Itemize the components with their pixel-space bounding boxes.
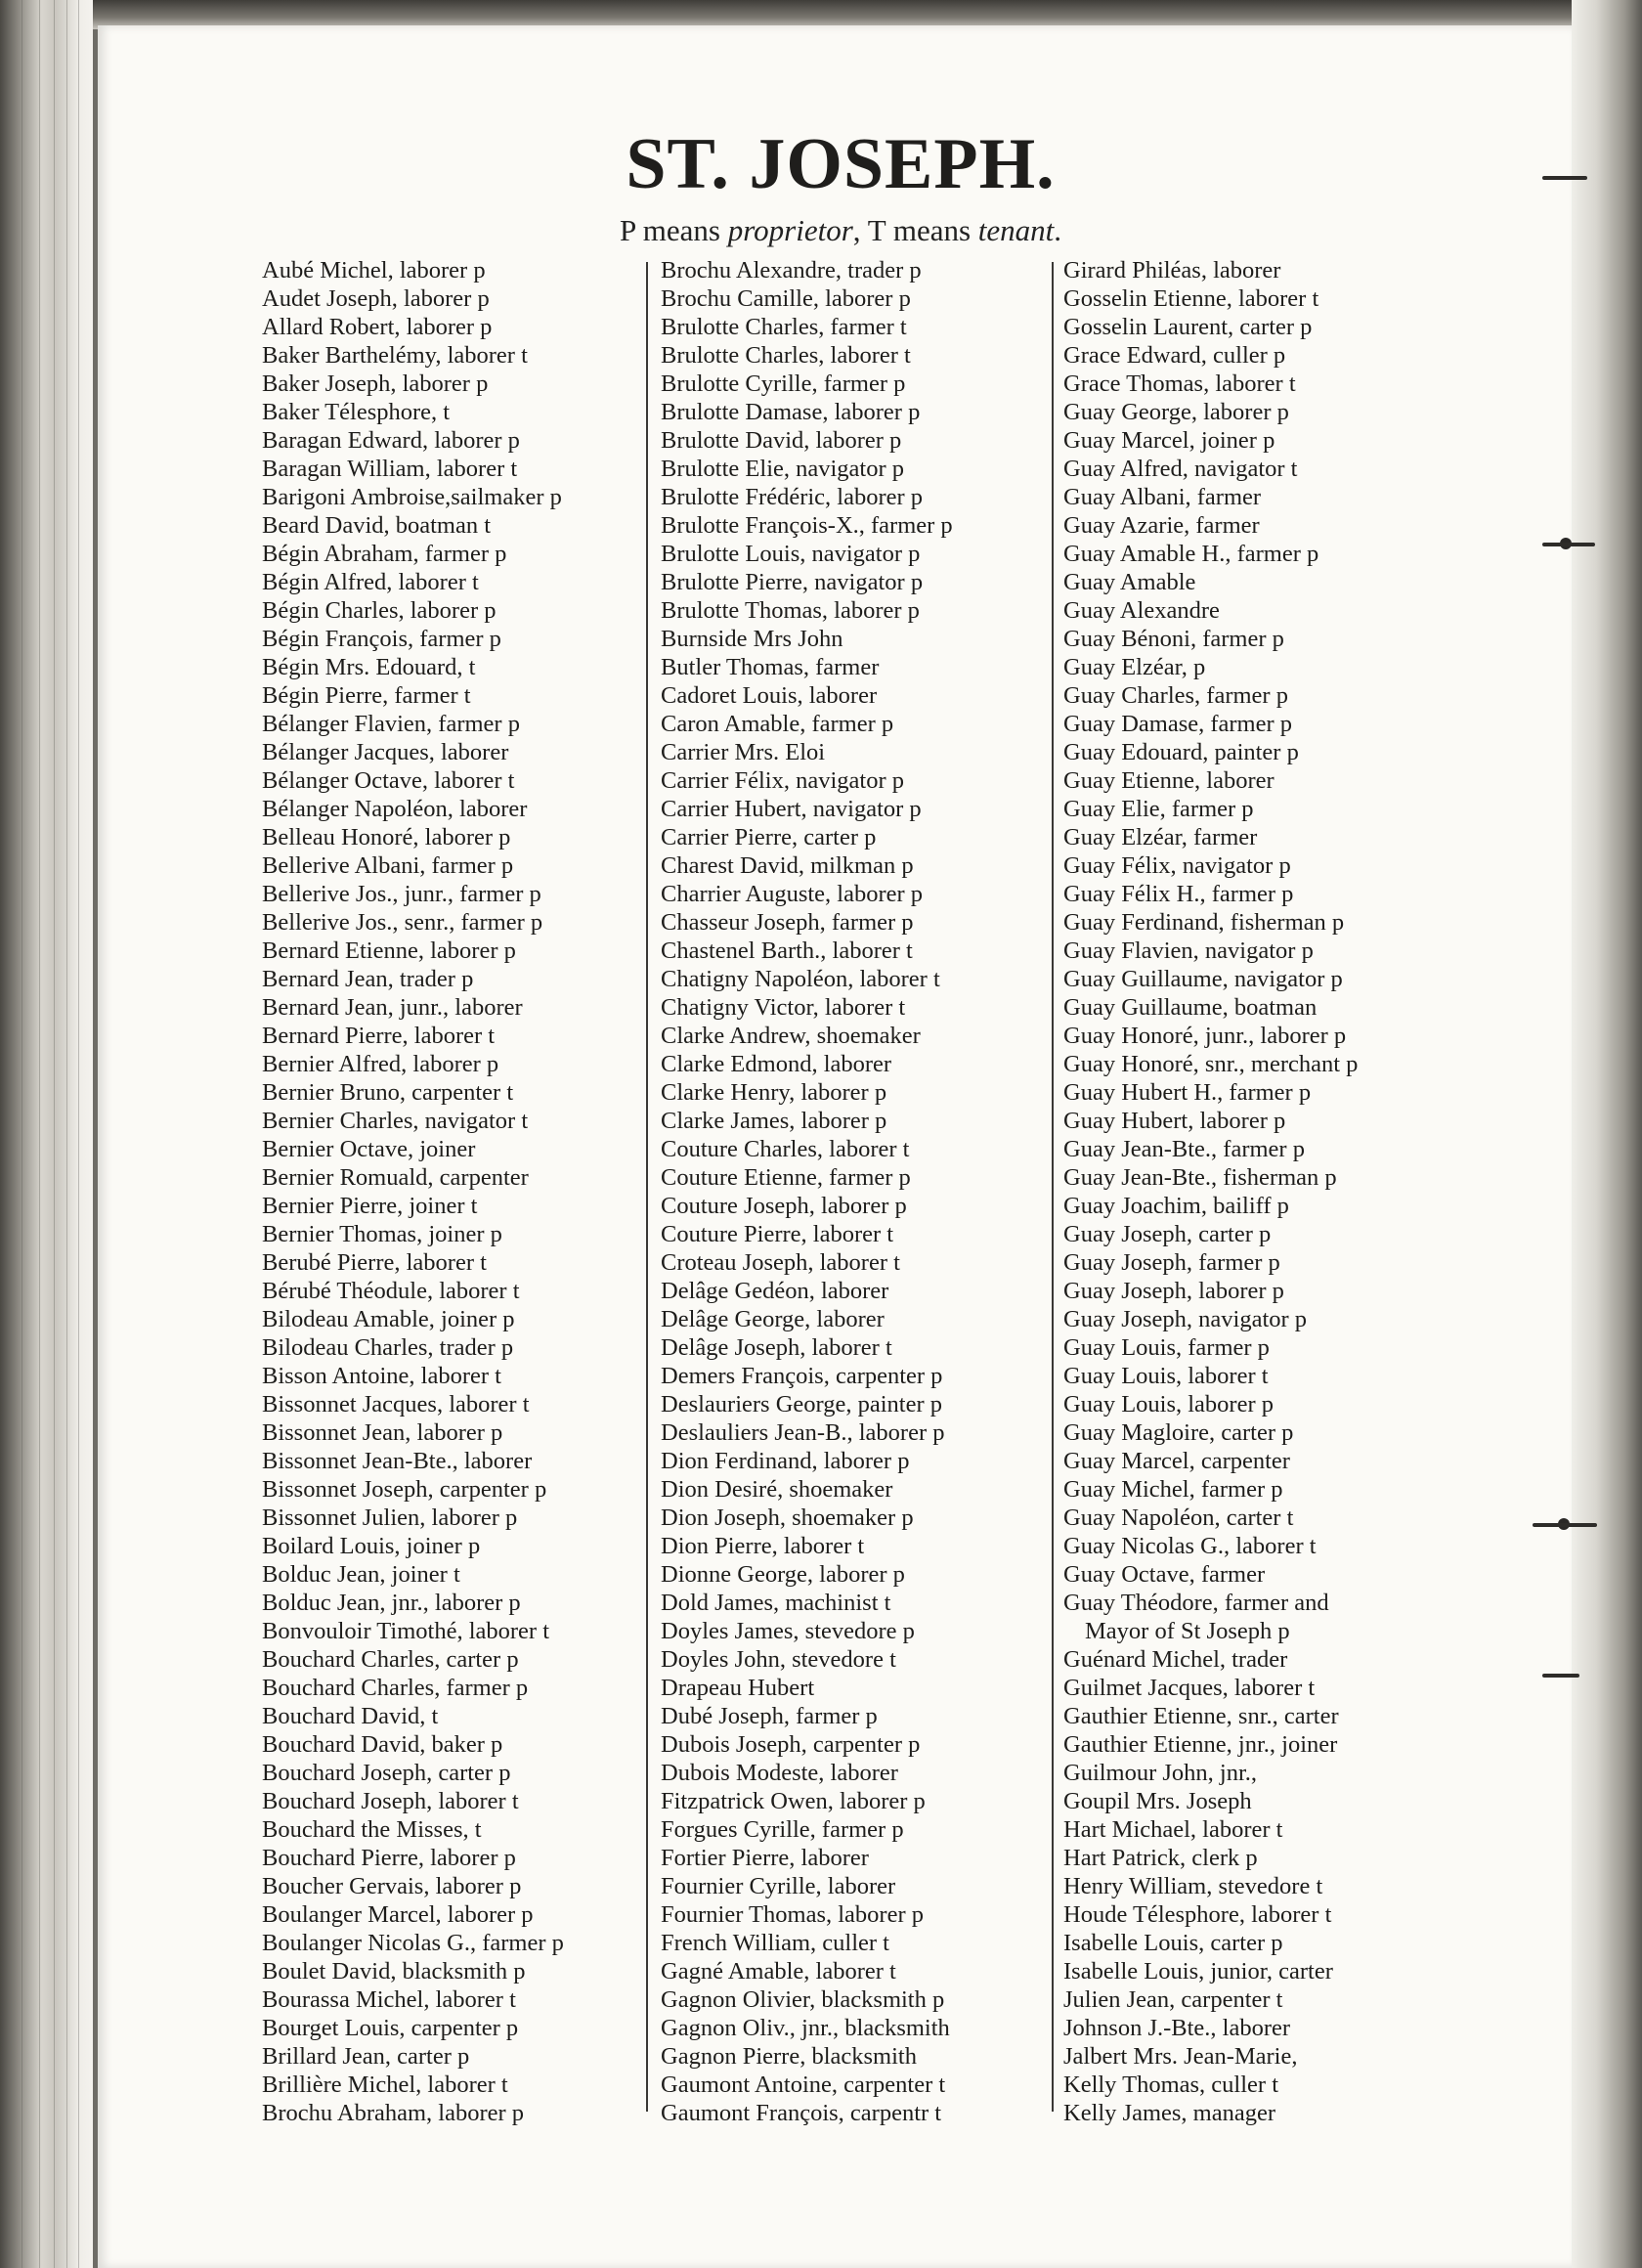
- directory-entry: Bernier Romuald, carpenter: [262, 1164, 529, 1191]
- directory-entry: Bellerive Albani, farmer p: [262, 852, 514, 879]
- directory-entry: Brulotte David, laborer p: [661, 427, 902, 454]
- directory-entry: Forgues Cyrille, farmer p: [661, 1816, 904, 1843]
- directory-entry: Chatigny Napoléon, laborer t: [661, 966, 940, 992]
- directory-entry: Brulotte Pierre, navigator p: [661, 569, 924, 595]
- directory-entry: Gauthier Etienne, jnr., joiner: [1063, 1731, 1338, 1758]
- directory-entry: Bissonnet Jean, laborer p: [262, 1419, 503, 1446]
- directory-entry: Guay Jean-Bte., farmer p: [1063, 1136, 1305, 1162]
- directory-entry: Audet Joseph, laborer p: [262, 285, 490, 312]
- directory-entry: Guay Félix, navigator p: [1063, 852, 1291, 879]
- directory-entry: Bégin Pierre, farmer t: [262, 682, 471, 709]
- directory-entry: Boilard Louis, joiner p: [262, 1533, 481, 1559]
- directory-entry: Henry William, stevedore t: [1063, 1873, 1323, 1899]
- directory-entry: Beard David, boatman t: [262, 512, 492, 539]
- directory-entry: Guay Octave, farmer: [1063, 1561, 1266, 1588]
- directory-entry: Guay Nicolas G., laborer t: [1063, 1533, 1317, 1559]
- directory-entry: Boulanger Nicolas G., farmer p: [262, 1930, 564, 1956]
- directory-entry: Bernier Pierre, joiner t: [262, 1193, 478, 1219]
- directory-entry: Dold James, machinist t: [661, 1590, 891, 1616]
- directory-entry: Charest David, milkman p: [661, 852, 914, 879]
- directory-entry: Croteau Joseph, laborer t: [661, 1249, 900, 1276]
- directory-entry: Dion Ferdinand, laborer p: [661, 1448, 910, 1474]
- directory-entry: Bissonnet Jacques, laborer t: [262, 1391, 530, 1418]
- page-title: ST. JOSEPH.: [626, 124, 1056, 204]
- directory-entry: Gosselin Etienne, laborer t: [1063, 285, 1319, 312]
- directory-entry: Guay Azarie, farmer: [1063, 512, 1260, 539]
- directory-entry: Bissonnet Jean-Bte., laborer: [262, 1448, 533, 1474]
- directory-entry: Guénard Michel, trader: [1063, 1646, 1288, 1673]
- directory-entry: Guay Alfred, navigator t: [1063, 456, 1298, 482]
- directory-entry: Guay Guillaume, navigator p: [1063, 966, 1343, 992]
- directory-entry: Allard Robert, laborer p: [262, 314, 493, 340]
- directory-column-2: [661, 256, 1044, 2127]
- directory-entry: Bégin Alfred, laborer t: [262, 569, 479, 595]
- legend-text-3: .: [1054, 213, 1062, 247]
- directory-entry: Bernard Pierre, laborer t: [262, 1023, 496, 1049]
- directory-entry: Guay Honoré, snr., merchant p: [1063, 1051, 1359, 1077]
- directory-entry: Bernier Alfred, laborer p: [262, 1051, 499, 1077]
- directory-entry: Bernier Charles, navigator t: [262, 1108, 529, 1134]
- directory-entry: Hart Michael, laborer t: [1063, 1816, 1283, 1843]
- legend-line: [0, 213, 1642, 248]
- directory-entry: Guay Théodore, farmer and: [1063, 1590, 1329, 1616]
- directory-entry: Barigoni Ambroise,sailmaker p: [262, 484, 562, 510]
- directory-entry: Brulotte Damase, laborer p: [661, 399, 921, 425]
- directory-entry: Guay Etienne, laborer: [1063, 767, 1275, 794]
- binding-mark-bottom: [1542, 1674, 1579, 1678]
- directory-entry: Guay Marcel, joiner p: [1063, 427, 1275, 454]
- directory-entry: Bouchard David, t: [262, 1703, 439, 1729]
- directory-entry: Guilmour John, jnr.,: [1063, 1760, 1258, 1786]
- directory-entry: Guay Edouard, painter p: [1063, 739, 1299, 765]
- directory-entry: Brochu Abraham, laborer p: [262, 2100, 525, 2126]
- directory-entry: Isabelle Louis, carter p: [1063, 1930, 1283, 1956]
- directory-entry: Baker Barthelémy, laborer t: [262, 342, 528, 369]
- directory-entry: Boucher Gervais, laborer p: [262, 1873, 522, 1899]
- directory-entry: Clarke Edmond, laborer: [661, 1051, 892, 1077]
- directory-entry: Clarke Henry, laborer p: [661, 1079, 887, 1106]
- directory-entry: Fortier Pierre, laborer: [661, 1845, 869, 1871]
- directory-entry: Belleau Honoré, laborer p: [262, 824, 511, 850]
- directory-entry: Bellerive Jos., junr., farmer p: [262, 881, 541, 907]
- directory-entry: Kelly James, manager: [1063, 2100, 1276, 2126]
- legend-tenant: tenant: [977, 213, 1055, 247]
- directory-entry: Gagnon Pierre, blacksmith: [661, 2043, 917, 2070]
- directory-entry: Baragan Edward, laborer p: [262, 427, 520, 454]
- directory-entry: Charrier Auguste, laborer p: [661, 881, 924, 907]
- legend-text-1: P means: [619, 213, 728, 247]
- directory-entry: Demers François, carpenter p: [661, 1363, 943, 1389]
- directory-entry: Deslauriers George, painter p: [661, 1391, 942, 1418]
- directory-entry: Gagnon Oliv., jnr., blacksmith: [661, 2015, 950, 2041]
- directory-entry: Bégin Abraham, farmer p: [262, 541, 507, 567]
- directory-entry: Delâge Gedéon, laborer: [661, 1278, 889, 1304]
- directory-entry: Brillard Jean, carter p: [262, 2043, 470, 2070]
- directory-entry: Bourget Louis, carpenter p: [262, 2015, 519, 2041]
- directory-entry: Caron Amable, farmer p: [661, 711, 894, 737]
- book-right-edge: [1572, 0, 1642, 2268]
- directory-entry: Brulotte Thomas, laborer p: [661, 597, 920, 624]
- directory-entry: Brulotte Louis, navigator p: [661, 541, 921, 567]
- directory-entry: Burnside Mrs John: [661, 626, 843, 652]
- binding-mark-middle: [1542, 543, 1595, 546]
- legend-text-2: , T means: [852, 213, 978, 247]
- directory-entry: Bernier Octave, joiner: [262, 1136, 476, 1162]
- directory-entry: Guay Louis, laborer t: [1063, 1363, 1269, 1389]
- directory-entry: Gosselin Laurent, carter p: [1063, 314, 1313, 340]
- directory-entry: Berubé Pierre, laborer t: [262, 1249, 487, 1276]
- directory-entry: Bélanger Jacques, laborer: [262, 739, 509, 765]
- directory-entry: Gaumont François, carpentr t: [661, 2100, 942, 2126]
- directory-column-1: [262, 256, 645, 2127]
- directory-entry: Guay Marcel, carpenter: [1063, 1448, 1290, 1474]
- directory-entry: Guay Elzéar, p: [1063, 654, 1206, 680]
- directory-entry: Doyles John, stevedore t: [661, 1646, 896, 1673]
- directory-entry: Brulotte Frédéric, laborer p: [661, 484, 924, 510]
- directory-entry: Fitzpatrick Owen, laborer p: [661, 1788, 926, 1814]
- directory-entry: Guay Magloire, carter p: [1063, 1419, 1294, 1446]
- directory-entry: Dion Desiré, shoemaker: [661, 1476, 893, 1503]
- directory-entry: Chastenel Barth., laborer t: [661, 938, 913, 964]
- directory-entry: Guilmet Jacques, laborer t: [1063, 1675, 1316, 1701]
- directory-entry: Guay Joseph, carter p: [1063, 1221, 1272, 1247]
- directory-entry: Guay Joseph, farmer p: [1063, 1249, 1280, 1276]
- directory-entry: Gaumont Antoine, carpenter t: [661, 2072, 946, 2098]
- directory-entry: Bolduc Jean, joiner t: [262, 1561, 460, 1588]
- directory-entry: Guay Joachim, bailiff p: [1063, 1193, 1289, 1219]
- directory-entry: Dion Joseph, shoemaker p: [661, 1505, 914, 1531]
- directory-entry: Guay Alexandre: [1063, 597, 1220, 624]
- directory-entry: Brulotte Elie, navigator p: [661, 456, 905, 482]
- directory-entry: Dionne George, laborer p: [661, 1561, 905, 1588]
- directory-entry: Couture Etienne, farmer p: [661, 1164, 911, 1191]
- directory-entry: Bouchard Charles, farmer p: [262, 1675, 529, 1701]
- directory-entry: Guay Bénoni, farmer p: [1063, 626, 1284, 652]
- directory-entry: Kelly Thomas, culler t: [1063, 2072, 1278, 2098]
- directory-entry: Bellerive Jos., senr., farmer p: [262, 909, 543, 936]
- directory-entry: Bourassa Michel, laborer t: [262, 1986, 516, 2013]
- directory-entry: Boulanger Marcel, laborer p: [262, 1901, 534, 1928]
- directory-entry: Bonvouloir Timothé, laborer t: [262, 1618, 549, 1644]
- directory-entry: Bélanger Octave, laborer t: [262, 767, 515, 794]
- column-divider-2: [1052, 262, 1054, 2112]
- directory-entry: Dubois Joseph, carpenter p: [661, 1731, 921, 1758]
- directory-entry: Guay Albani, farmer: [1063, 484, 1262, 510]
- directory-entry: Couture Pierre, laborer t: [661, 1221, 894, 1247]
- legend-proprietor: proprietor: [727, 213, 853, 247]
- directory-entry: Bouchard Joseph, laborer t: [262, 1788, 519, 1814]
- directory-entry: Delâge Joseph, laborer t: [661, 1334, 892, 1361]
- directory-entry: Chatigny Victor, laborer t: [661, 994, 906, 1021]
- directory-entry: Baragan William, laborer t: [262, 456, 518, 482]
- directory-entry: Guay Hubert, laborer p: [1063, 1108, 1286, 1134]
- directory-entry: Carrier Mrs. Eloi: [661, 739, 826, 765]
- directory-entry: Drapeau Hubert: [661, 1675, 815, 1701]
- directory-entry: Bouchard the Misses, t: [262, 1816, 482, 1843]
- directory-entry: Dion Pierre, laborer t: [661, 1533, 865, 1559]
- directory-entry: Chasseur Joseph, farmer p: [661, 909, 914, 936]
- directory-entry: Guay Napoléon, carter t: [1063, 1505, 1294, 1531]
- directory-entry: Guay Louis, farmer p: [1063, 1334, 1270, 1361]
- directory-entry: Guay George, laborer p: [1063, 399, 1289, 425]
- directory-entry: Bissonnet Julien, laborer p: [262, 1505, 518, 1531]
- directory-entry: Brillière Michel, laborer t: [262, 2072, 508, 2098]
- directory-entry: Fournier Cyrille, laborer: [661, 1873, 896, 1899]
- binding-mark-lower: [1533, 1523, 1597, 1527]
- directory-entry: Guay Charles, farmer p: [1063, 682, 1288, 709]
- directory-entry: Bouchard Pierre, laborer p: [262, 1845, 516, 1871]
- directory-entry: Brulotte Charles, laborer t: [661, 342, 911, 369]
- directory-entry: Carrier Félix, navigator p: [661, 767, 905, 794]
- directory-entry: Bégin Charles, laborer p: [262, 597, 497, 624]
- directory-entry: Delâge George, laborer: [661, 1306, 885, 1332]
- directory-entry: Brochu Alexandre, trader p: [661, 257, 922, 284]
- directory-entry: Couture Charles, laborer t: [661, 1136, 910, 1162]
- directory-entry: Guay Joseph, navigator p: [1063, 1306, 1308, 1332]
- directory-entry: Brulotte Charles, farmer t: [661, 314, 907, 340]
- directory-entry: Carrier Pierre, carter p: [661, 824, 877, 850]
- directory-entry: Brulotte Cyrille, farmer p: [661, 371, 906, 397]
- directory-entry: Bolduc Jean, jnr., laborer p: [262, 1590, 521, 1616]
- directory-entry: Girard Philéas, laborer: [1063, 257, 1281, 284]
- directory-entry: Guay Félix H., farmer p: [1063, 881, 1294, 907]
- directory-entry: Grace Edward, culler p: [1063, 342, 1286, 369]
- directory-entry: Gauthier Etienne, snr., carter: [1063, 1703, 1339, 1729]
- directory-entry: Bégin François, farmer p: [262, 626, 501, 652]
- directory-entry: Bernier Bruno, carpenter t: [262, 1079, 514, 1106]
- directory-entry: Guay Hubert H., farmer p: [1063, 1079, 1312, 1106]
- directory-entry: Guay Amable: [1063, 569, 1196, 595]
- directory-entry: Baker Joseph, laborer p: [262, 371, 489, 397]
- book-left-edge: [0, 0, 93, 2268]
- directory-entry: Brochu Camille, laborer p: [661, 285, 911, 312]
- directory-entry: Guay Elie, farmer p: [1063, 796, 1254, 822]
- directory-entry: Bilodeau Amable, joiner p: [262, 1306, 515, 1332]
- directory-entry: Hart Patrick, clerk p: [1063, 1845, 1258, 1871]
- directory-entry: Dubé Joseph, farmer p: [661, 1703, 878, 1729]
- directory-entry: Bérubé Théodule, laborer t: [262, 1278, 520, 1304]
- directory-entry: Doyles James, stevedore p: [661, 1618, 915, 1644]
- directory-entry: Bélanger Napoléon, laborer: [262, 796, 528, 822]
- directory-entry: Jalbert Mrs. Jean-Marie,: [1063, 2043, 1298, 2070]
- directory-entry: Guay Amable H., farmer p: [1063, 541, 1319, 567]
- directory-entry: Gagné Amable, laborer t: [661, 1958, 896, 1984]
- directory-entry: Baker Télesphore, t: [262, 399, 451, 425]
- directory-entry: Butler Thomas, farmer: [661, 654, 880, 680]
- directory-entry: Bouchard David, baker p: [262, 1731, 503, 1758]
- directory-entry: Guay Michel, farmer p: [1063, 1476, 1283, 1503]
- directory-entry: Bélanger Flavien, farmer p: [262, 711, 520, 737]
- directory-entry: French William, culler t: [661, 1930, 889, 1956]
- directory-entry: Aubé Michel, laborer p: [262, 257, 486, 284]
- directory-entry: Deslauliers Jean-B., laborer p: [661, 1419, 945, 1446]
- directory-entry: Bissonnet Joseph, carpenter p: [262, 1476, 547, 1503]
- directory-entry: Goupil Mrs. Joseph: [1063, 1788, 1252, 1814]
- directory-entry: Guay Joseph, laborer p: [1063, 1278, 1284, 1304]
- directory-entry: Carrier Hubert, navigator p: [661, 796, 922, 822]
- directory-entry: Bouchard Charles, carter p: [262, 1646, 519, 1673]
- directory-entry: Couture Joseph, laborer p: [661, 1193, 907, 1219]
- directory-entry: Clarke Andrew, shoemaker: [661, 1023, 921, 1049]
- directory-entry: Bouchard Joseph, carter p: [262, 1760, 511, 1786]
- directory-entry: Mayor of St Joseph p: [1085, 1618, 1290, 1644]
- directory-entry: Dubois Modeste, laborer: [661, 1760, 898, 1786]
- directory-entry: Guay Flavien, navigator p: [1063, 938, 1314, 964]
- directory-entry: Bernard Jean, junr., laborer: [262, 994, 523, 1021]
- directory-entry: Guay Ferdinand, fisherman p: [1063, 909, 1345, 936]
- directory-entry: Bernard Jean, trader p: [262, 966, 474, 992]
- directory-entry: Fournier Thomas, laborer p: [661, 1901, 924, 1928]
- directory-entry: Houde Télesphore, laborer t: [1063, 1901, 1332, 1928]
- directory-entry: Guay Guillaume, boatman: [1063, 994, 1318, 1021]
- directory-entry: Guay Louis, laborer p: [1063, 1391, 1274, 1418]
- directory-entry: Gagnon Olivier, blacksmith p: [661, 1986, 945, 2013]
- directory-entry: Bégin Mrs. Edouard, t: [262, 654, 476, 680]
- directory-entry: Isabelle Louis, junior, carter: [1063, 1958, 1333, 1984]
- directory-entry: Clarke James, laborer p: [661, 1108, 887, 1134]
- directory-entry: Guay Damase, farmer p: [1063, 711, 1293, 737]
- directory-entry: Bernard Etienne, laborer p: [262, 938, 516, 964]
- directory-column-3: [1063, 256, 1454, 2127]
- directory-entry: Guay Elzéar, farmer: [1063, 824, 1258, 850]
- directory-entry: Boulet David, blacksmith p: [262, 1958, 526, 1984]
- directory-entry: Bilodeau Charles, trader p: [262, 1334, 514, 1361]
- directory-entry: Julien Jean, carpenter t: [1063, 1986, 1283, 2013]
- directory-entry: Brulotte François-X., farmer p: [661, 512, 953, 539]
- column-divider-1: [646, 262, 648, 2112]
- directory-entry: Bernier Thomas, joiner p: [262, 1221, 502, 1247]
- directory-entry: Johnson J.-Bte., laborer: [1063, 2015, 1291, 2041]
- directory-entry: Guay Jean-Bte., fisherman p: [1063, 1164, 1337, 1191]
- directory-entry: Bisson Antoine, laborer t: [262, 1363, 501, 1389]
- directory-entry: Grace Thomas, laborer t: [1063, 371, 1296, 397]
- directory-entry: Guay Honoré, junr., laborer p: [1063, 1023, 1347, 1049]
- directory-entry: Cadoret Louis, laborer: [661, 682, 878, 709]
